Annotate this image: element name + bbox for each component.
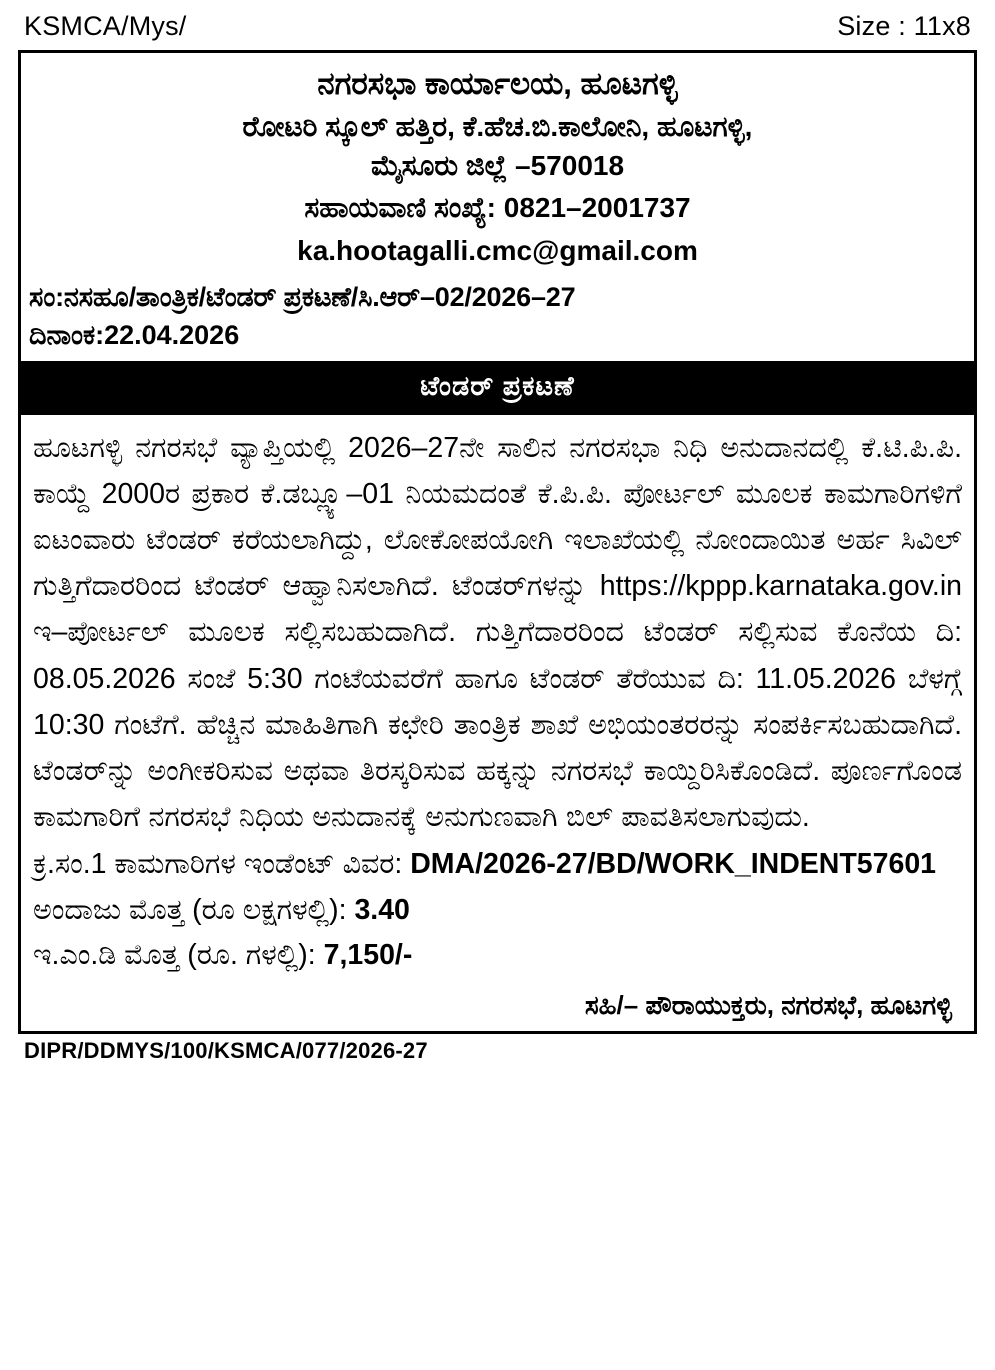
notice-body [21, 415, 974, 1031]
organization-address-line2: ಮೈಸೂರು ಜಿಲ್ಲೆ –570018 [370, 150, 625, 182]
emd-label: ಇ.ಎಂ.ಡಿ ಮೊತ್ತ (ರೂ. ಗಳಲ್ಲಿ): [33, 939, 316, 972]
notice-title-bar: ಟೆಂಡರ್ ಪ್ರಕಟಣೆ [21, 361, 974, 415]
publication-code: KSMCA/Mys/ [24, 11, 187, 41]
estimate-label: ಅಂದಾಜು ಮೊತ್ತ (ರೂ ಲಕ್ಷಗಳಲ್ಲಿ): [33, 893, 347, 926]
organization-phone: ಸಹಾಯವಾಣಿ ಸಂಖ್ಯೆ: 0821–2001737 [304, 192, 691, 224]
reference-number: ಸಂ:ನಸಹೂ/ತಾಂತ್ರಿಕ/ಟೆಂಡರ್ ಪ್ರಕಟಣೆ/ಸಿ.ಆರ್–02/2026–27 [29, 282, 576, 313]
size-label: Size : 11x8 [837, 11, 971, 41]
header-block [21, 53, 974, 276]
organization-email: ka.hootagalli.cmc@gmail.com [297, 234, 698, 266]
reference-date: ದಿನಾಂಕ:22.04.2026 [29, 320, 240, 351]
indent-label: ಕ್ರ.ಸಂ.1 ಕಾಮಗಾರಿಗಳ ಇಂಡೆಂಟ್ ವಿವರ: [33, 848, 403, 881]
organization-address-line1: ರೋಟರಿ ಸ್ಕೂಲ್ ಹತ್ತಿರ, ಕೆ.ಹೆಚ.ಬಿ.ಕಾಲೋನಿ, ಹೂಟಗಳ್ಳಿ, [242, 110, 753, 142]
organization-name: ನಗರಸಭಾ ಕಾರ್ಯಾಲಯ, ಹೂಟಗಳ್ಳಿ [317, 65, 678, 101]
notice-box [18, 50, 977, 1034]
estimate-value: 3.40 [354, 893, 410, 926]
footer-code: DIPR/DDMYS/100/KSMCA/077/2026-27 [24, 1037, 428, 1063]
emd-value: 7,150/- [323, 939, 413, 972]
emd-details [33, 933, 962, 979]
indent-value: DMA/2026-27/BD/WORK_INDENT57601 [410, 848, 937, 881]
signature-line: ಸಹಿ/– ಪೌರಾಯುಕ್ತರು, ನಗರಸಭೆ, ಹೂಟಗಳ್ಳಿ [584, 990, 952, 1020]
top-bar [18, 8, 977, 50]
notice-paragraph: ಹೂಟಗಳ್ಳಿ ನಗರಸಭೆ ವ್ಯಾಪ್ತಿಯಲ್ಲಿ 2026–27ನೇ ಸಾಲಿನ ನಗರಸಭಾ ನಿಧಿ ಅನುದಾನದಲ್ಲಿ ಕೆ.ಟಿ.ಪಿ.ಪಿ. ಕಾಯ್ದೆ 2000ರ ಪ್ರಕಾರ ಕೆ.ಡಬ್ಲ್ಯೂ–01 ನಿಯಮದಂತೆ ಕೆ.ಪಿ.ಪಿ. ಪೋರ್ಟಲ್ ಮೂಲಕ ಕಾಮಗಾರಿಗಳಿಗೆ ಐಟಂವಾರು ಟೆಂಡರ್ ಕರೆಯಲಾಗಿದ್ದು, ಲೋಕೋಪಯೋಗಿ ಇಲಾಖೆಯಲ್ಲಿ ನೋಂದಾಯಿತ ಅರ್ಹ ಸಿವಿಲ್ ಗುತ್ತಿಗೆದಾರರಿಂದ ಟೆಂಡರ್ ಆಹ್ವಾನಿಸಲಾಗಿದೆ. ಟೆಂಡರ್‌ಗಳನ್ನು https://kppp.karnataka.gov.in ಇ–ಪೋರ್ಟಲ್ ಮೂಲಕ ಸಲ್ಲಿಸಬಹುದಾಗಿದೆ. ಗುತ್ತಿಗೆದಾರರಿಂದ ಟೆಂಡರ್ ಸಲ್ಲಿಸುವ ಕೊನೆಯ ದಿ: 08.05.2026 ಸಂಜೆ 5:30 ಗಂಟೆಯವರೆಗೆ ಹಾಗೂ ಟೆಂಡರ್ ತೆರೆಯುವ ದಿ: 11.05.2026 ಬೆಳಗ್ಗೆ 10:30 ಗಂಟೆಗೆ. ಹೆಚ್ಚಿನ ಮಾಹಿತಿಗಾಗಿ ಕಛೇರಿ ತಾಂತ್ರಿಕ ಶಾಖೆ ಅಭಿಯಂತರರನ್ನು ಸಂಪರ್ಕಿಸಬಹುದಾಗಿದೆ. ಟೆಂಡರ್‌ನ್ನು ಅಂಗೀಕರಿಸುವ ಅಥವಾ ತಿರಸ್ಕರಿಸುವ ಹಕ್ಕನ್ನು ನಗರಸಭೆ ಕಾಯ್ದಿರಿಸಿಕೊಂಡಿದೆ. ಪೂರ್ಣಗೊಂಡ ಕಾಮಗಾರಿಗೆ ನಗರಸಭೆ ನಿಧಿಯ ಅನುದಾನಕ್ಕೆ ಅನುಗುಣವಾಗಿ ಬಿಲ್ ಪಾವತಿಸಲಾಗುವುದು. [33, 431, 962, 834]
reference-block [21, 275, 974, 361]
work-indent-details [33, 842, 962, 933]
